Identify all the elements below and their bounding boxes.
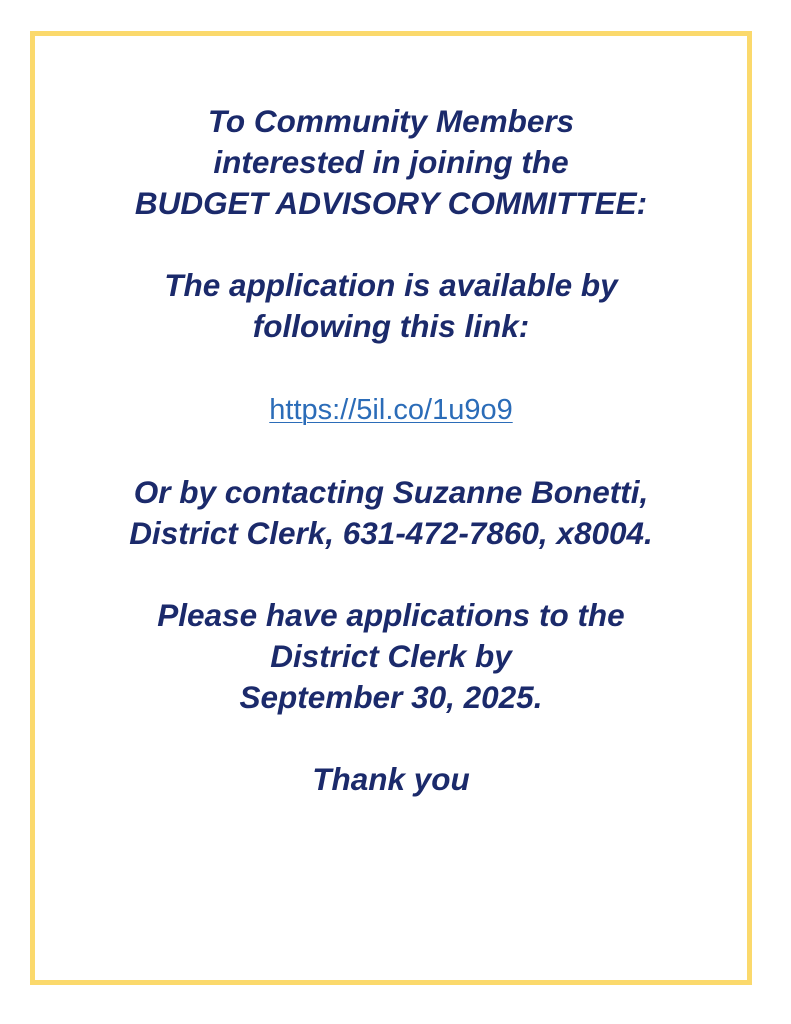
contact-line-2: District Clerk, 631-472-7860, x8004. <box>129 515 653 551</box>
link-container <box>35 388 747 431</box>
availability-line-2: following this link: <box>252 308 530 344</box>
notice-heading <box>35 36 747 224</box>
heading-line-2: interested in joining the <box>213 144 569 180</box>
notice-content <box>35 36 747 800</box>
deadline-line-2: District Clerk by <box>270 638 512 674</box>
notice-border <box>30 31 752 985</box>
availability-line-1: The application is available by <box>164 267 618 303</box>
contact-text <box>35 472 747 554</box>
availability-text <box>35 265 747 347</box>
deadline-line-3: September 30, 2025. <box>239 679 543 715</box>
contact-line-1: Or by contacting Suzanne Bonetti, <box>133 474 649 510</box>
closing-text <box>35 759 747 800</box>
heading-line-1: To Community Members <box>207 103 575 139</box>
closing-line: Thank you <box>312 761 470 797</box>
heading-line-3: BUDGET ADVISORY COMMITTEE: <box>134 185 648 221</box>
deadline-text <box>35 595 747 718</box>
application-link[interactable]: https://5il.co/1u9o9 <box>269 394 513 426</box>
deadline-line-1: Please have applications to the <box>157 597 625 633</box>
